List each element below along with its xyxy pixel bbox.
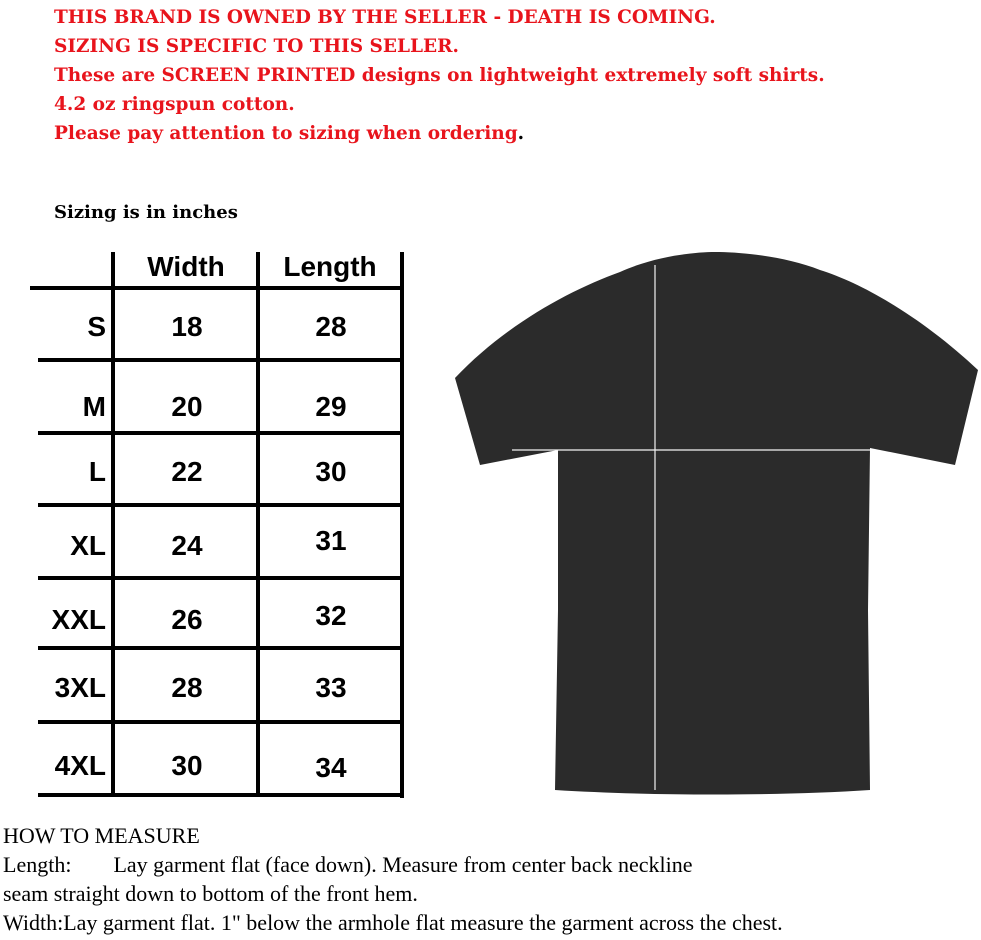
size-row-3xl <box>55 672 347 703</box>
size-row-m <box>83 391 347 422</box>
length-value: 33 <box>315 672 347 703</box>
tshirt-image <box>450 250 981 795</box>
size-row-4xl <box>55 750 347 783</box>
measure-width-line: Width:Lay garment flat. 1" below the armhole flat measure the garment across the chest. <box>3 910 783 935</box>
length-value: 28 <box>315 311 347 342</box>
width-value: 22 <box>171 456 203 487</box>
width-value: 26 <box>171 604 203 635</box>
header-width: Width <box>147 251 225 282</box>
notice-attention-text: Please pay attention to sizing when ordering <box>54 123 518 144</box>
length-value: 32 <box>315 600 347 631</box>
size-row-l <box>89 456 347 487</box>
size-label: XXL <box>51 604 106 635</box>
notice-line-cotton: 4.2 oz ringspun cotton. <box>54 94 295 115</box>
size-row-s <box>87 311 346 342</box>
how-to-measure <box>3 821 783 937</box>
size-label: 4XL <box>54 750 106 781</box>
size-label: XL <box>70 530 106 561</box>
notice-period: . <box>517 123 525 144</box>
size-label: M <box>82 391 106 422</box>
width-value: 30 <box>171 750 203 781</box>
size-label: S <box>87 311 106 342</box>
measure-title: HOW TO MEASURE <box>3 823 200 848</box>
size-label: 3XL <box>54 672 106 703</box>
width-value: 18 <box>171 311 203 342</box>
sizing-unit-label: Sizing is in inches <box>54 202 238 223</box>
notice-line-brand: THIS BRAND IS OWNED BY THE SELLER - DEATH IS COMING. <box>54 7 716 28</box>
size-chart-table <box>0 0 420 800</box>
width-value: 24 <box>171 530 203 561</box>
header-length: Length <box>283 251 377 282</box>
measure-length-label: Length: <box>3 852 72 877</box>
notice-line-print: These are SCREEN PRINTED designs on lightweight extremely soft shirts. <box>54 65 825 86</box>
length-value: 31 <box>315 525 347 556</box>
size-row-xxl <box>52 600 347 635</box>
length-value: 30 <box>315 456 347 487</box>
length-value: 29 <box>315 391 347 422</box>
measure-length-line-1 <box>3 850 783 879</box>
measure-length-line-2: seam straight down to bottom of the front hem. <box>3 881 418 906</box>
width-value: 20 <box>171 391 203 422</box>
measure-length-text-1: Lay garment flat (face down). Measure from center back neckline <box>113 852 693 877</box>
length-value: 34 <box>315 752 347 783</box>
size-label: L <box>88 456 106 487</box>
width-value: 28 <box>171 672 203 703</box>
tshirt-body <box>455 252 978 795</box>
notice-line-sizing: SIZING IS SPECIFIC TO THIS SELLER. <box>54 36 459 57</box>
